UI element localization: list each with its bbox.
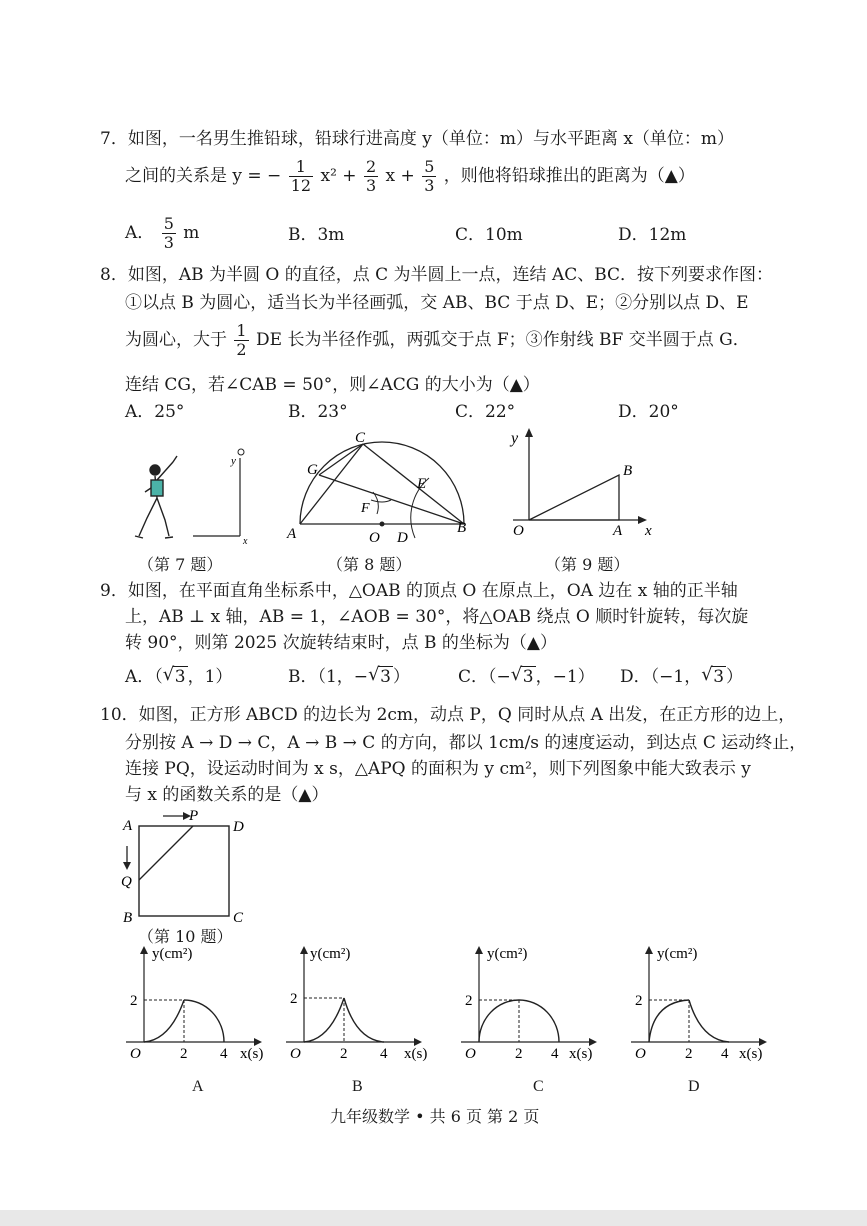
q7-line2 <box>125 158 695 195</box>
figure-7 <box>125 440 265 550</box>
graph-option-a <box>120 942 280 1072</box>
gb-tick4: 4 <box>380 1046 388 1062</box>
f7-label-x: x <box>243 536 248 547</box>
ga-ylabel: y(cm²) <box>152 946 193 962</box>
f9-triangle-oab <box>529 475 619 520</box>
f8-semicircle <box>300 442 464 524</box>
q10-line2: 分别按 A → D → C，A → B → C 的方向，都以 1cm/s 的速度运动，到达点 C 运动终止， <box>125 733 807 753</box>
gd-ylabel: y(cm²) <box>657 946 698 962</box>
gd-tick4: 4 <box>721 1046 729 1062</box>
gb-ytick: 2 <box>290 991 298 1007</box>
q9-option-b: B．（1，− √ 3 ） <box>288 664 410 687</box>
f8-segment-ac <box>300 444 363 524</box>
gd-y-arrow <box>645 946 653 954</box>
f8-center-dot <box>380 522 385 527</box>
q7-frac2: $\frac{2}{3}$ <box>365 157 377 195</box>
q10-line1: 10．如图，正方形 ABCD 的边长为 2cm，动点 P，Q 同时从点 A 出发，在正方形的边上， <box>100 705 796 725</box>
ga-origin: O <box>130 1046 141 1062</box>
graph-label-b: B <box>352 1078 363 1095</box>
q7-eq-start: 之间的关系是 y = − <box>125 166 282 186</box>
gc-origin: O <box>465 1046 476 1062</box>
q9-option-c: C．（− √ 3 ，−1） <box>458 664 595 687</box>
graph-option-b <box>280 942 440 1072</box>
f8-label-a: A <box>287 526 297 542</box>
caption-figure-9: （第 9 题） <box>545 555 630 574</box>
q7-frac3: $\frac{5}{3}$ <box>424 157 435 195</box>
q8-line4: 连结 CG，若∠CAB = 50°，则∠ACG 的大小为（▲） <box>125 375 540 395</box>
gd-x-arrow <box>759 1038 767 1046</box>
f8-segment-cg <box>319 444 363 475</box>
ga-ytick: 2 <box>130 993 138 1009</box>
graph-option-c <box>455 942 615 1072</box>
f8-ray-bg <box>319 475 464 524</box>
shot-putter-figure <box>135 456 177 538</box>
gc-tick4: 4 <box>551 1046 559 1062</box>
q8-option-c: C．22° <box>455 402 516 422</box>
q7-option-b: B．3m <box>288 225 345 245</box>
q9-line2: 上，AB ⊥ x 轴，AB = 1，∠AOB = 30°，将△OAB 绕点 O 顺时针旋转，每次旋 <box>125 607 749 627</box>
bottom-margin-band <box>0 1210 867 1226</box>
figure-9 <box>505 425 665 545</box>
f10-label-b: B <box>123 910 133 926</box>
f10-segment-pq <box>139 826 193 880</box>
gb-curve-rise <box>304 998 344 1042</box>
gb-curve-fall <box>344 998 384 1042</box>
q8-option-b: B．23° <box>288 402 348 422</box>
f8-label-o: O <box>369 530 380 546</box>
q8-line3: 为圆心，大于 $\frac{1}{2}$ DE 长为半径作弧，两弧交于点 F；③作射线 BF 交半圆于点 G． <box>125 321 750 359</box>
gc-x-arrow <box>589 1038 597 1046</box>
shot-ball-icon <box>238 449 244 455</box>
f9-y-arrow <box>525 428 533 437</box>
gc-tick2: 2 <box>515 1046 523 1062</box>
q9-option-d: D．（−1， √ 3 ） <box>620 664 744 687</box>
gb-y-arrow <box>300 946 308 954</box>
f8-label-g: G <box>307 462 318 478</box>
gc-ytick: 2 <box>465 993 473 1009</box>
gb-ylabel: y(cm²) <box>310 946 351 962</box>
f9-label-x: x <box>645 523 652 539</box>
f9-label-a: A <box>613 523 623 539</box>
q8-option-d: D．20° <box>618 402 679 422</box>
f8-segment-bc <box>363 444 464 524</box>
q7-option-c: C．10m <box>455 225 523 245</box>
gb-origin: O <box>290 1046 301 1062</box>
graph-label-c: C <box>533 1078 544 1095</box>
gd-ytick: 2 <box>635 993 643 1009</box>
figure-10 <box>115 806 255 930</box>
q7-eq-x2: x² + <box>320 166 357 186</box>
ga-y-arrow <box>140 946 148 954</box>
q8-option-a: A．25° <box>125 402 185 422</box>
page-footer: 九年级数学 • 共 6 页 第 2 页 <box>330 1107 540 1126</box>
caption-figure-10: （第 10 题） <box>138 927 233 946</box>
graph-label-d: D <box>688 1078 700 1095</box>
ga-xlabel: x(s) <box>240 1046 264 1062</box>
gc-xlabel: x(s) <box>569 1046 593 1062</box>
f8-label-c: C <box>355 430 366 446</box>
gb-x-arrow <box>414 1038 422 1046</box>
graph-option-d <box>625 942 785 1072</box>
q8-line1: 8．如图，AB 为半圆 O 的直径，点 C 为半圆上一点，连结 AC、BC．按下列要求作图： <box>100 265 774 285</box>
f9-label-b: B <box>623 463 633 479</box>
q7-line1: 7．如图，一名男生推铅球，铅球行进高度 y（单位：m）与水平距离 x（单位：m） <box>100 129 735 149</box>
f9-label-y: y <box>511 430 519 447</box>
gc-y-arrow <box>475 946 483 954</box>
q9-option-a: A．（ √ 3 ，1） <box>125 664 233 687</box>
q7-frac1: $\frac{1}{12}$ <box>290 157 312 195</box>
gb-xlabel: x(s) <box>404 1046 428 1062</box>
f10-label-p: P <box>189 808 199 824</box>
gc-ylabel: y(cm²) <box>487 946 528 962</box>
q10-line4: 与 x 的函数关系的是（▲） <box>125 785 329 805</box>
q7-eq-end: ，则他将铅球推出的距离为（▲） <box>443 166 695 186</box>
gb-tick2: 2 <box>340 1046 348 1062</box>
gd-curve-rise <box>649 1000 689 1042</box>
ga-curve-fall <box>184 1000 224 1042</box>
ga-tick4: 4 <box>220 1046 228 1062</box>
f10-square-abcd <box>139 826 229 916</box>
f7-label-y: y <box>231 455 236 467</box>
f8-label-d: D <box>397 530 408 546</box>
caption-figure-8: （第 8 题） <box>327 555 412 574</box>
q10-line3: 连接 PQ，设运动时间为 x s，△APQ 的面积为 y cm²，则下列图象中能大致表示 y <box>125 759 751 779</box>
ga-curve-rise <box>144 1000 184 1042</box>
f10-label-q: Q <box>121 874 132 890</box>
f8-label-e: E <box>417 476 427 492</box>
figure-8 <box>285 430 475 550</box>
gd-origin: O <box>635 1046 646 1062</box>
gd-tick2: 2 <box>685 1046 693 1062</box>
ga-x-arrow <box>254 1038 262 1046</box>
q8-line2: ①以点 B 为圆心，适当长为半径画弧，交 AB、BC 于点 D、E；②分别以点 D、E <box>125 293 749 313</box>
q7-option-d: D．12m <box>618 225 687 245</box>
f10-label-d: D <box>233 819 244 835</box>
q7-option-a: A． $\frac{5}{3}$ m <box>125 214 200 252</box>
f8-label-f: F <box>361 501 370 516</box>
graph-label-a: A <box>192 1078 204 1095</box>
gd-curve-fall <box>689 1000 729 1042</box>
caption-figure-7: （第 7 题） <box>138 555 223 574</box>
f10-label-a: A <box>123 818 133 834</box>
f10-label-c: C <box>233 910 244 926</box>
gd-xlabel: x(s) <box>739 1046 763 1062</box>
f10-arrow-q-head <box>123 862 131 870</box>
ga-tick2: 2 <box>180 1046 188 1062</box>
q7-eq-x: x + <box>385 166 415 186</box>
q9-line1: 9．如图，在平面直角坐标系中，△OAB 的顶点 O 在原点上，OA 边在 x 轴的正半轴 <box>100 581 738 601</box>
q9-line3: 转 90°，则第 2025 次旋转结束时，点 B 的坐标为（▲） <box>125 633 557 653</box>
f9-label-o: O <box>513 523 524 539</box>
f8-label-b: B <box>457 520 467 536</box>
